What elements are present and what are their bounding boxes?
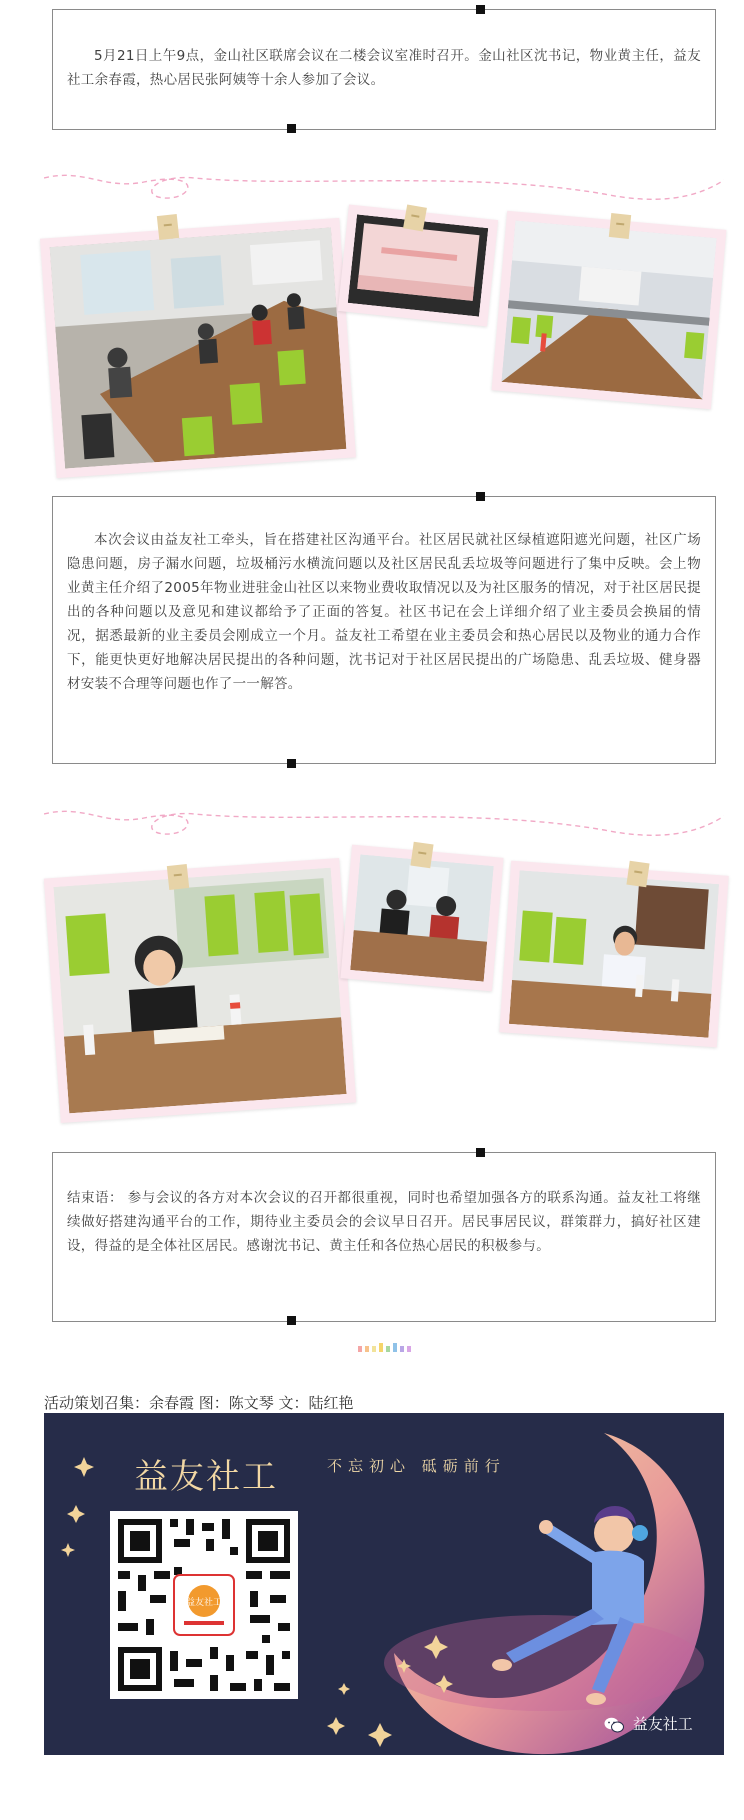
tape-decoration: [167, 864, 189, 890]
text-box-intro: [52, 9, 716, 130]
intro-paragraph: 5月21日上午9点，金山社区联席会议在二楼会议室准时召开。金山社区沈书记，物业黄主任，益友社工余春霞，热心居民张阿姨等十余人参加了会议。: [67, 48, 701, 88]
tape-decoration: [626, 861, 649, 888]
tape-decoration: [157, 214, 179, 240]
brand-banner: [44, 1413, 724, 1755]
resize-handle[interactable]: [287, 124, 296, 133]
brand-title: 益友社工: [134, 1457, 278, 1497]
wechat-account-name: 益友社工: [632, 1715, 693, 1733]
text-box-closing: [52, 1152, 716, 1322]
credits-line: 活动策划召集：余春霞 图：陈文琴 文：陆红艳: [44, 1394, 354, 1412]
resize-handle[interactable]: [476, 492, 485, 501]
meeting-photo-1: [40, 218, 356, 478]
meeting-photo-4: [44, 858, 356, 1123]
conference-table-image: [501, 221, 716, 400]
resize-handle[interactable]: [287, 759, 296, 768]
body-paragraph: 本次会议由益友社工牵头，旨在搭建社区沟通平台。社区居民就社区绿植遮阳遮光问题，社区广场隐患问题，房子漏水问题，垃圾桶污水横流问题以及社区居民乱丢垃圾等问题进行了集中反映。会上物业黄主任介绍了2005年物业进驻金山社区以来物业费收取情况以及为社区服务的情况，对于社区居民提出的各种问题以及意见和建议都给予了正面的答复。社区书记在会上详细介绍了业主委员会换届的情况，据悉最新的业主委员会刚成立一个月。益友社工希望在业主委员会和热心居民以及物业的通力合作下，能更快更好地解决居民提出的各种问题，沈书记对于社区居民提出的广场隐患、乱丢垃圾、健身器材安装不合理等问题也作了一一解答。: [67, 532, 701, 692]
qr-code[interactable]: [110, 1511, 298, 1699]
resize-handle[interactable]: [476, 5, 485, 14]
two-women-image: [350, 854, 494, 981]
rainbow-divider: [356, 1343, 416, 1353]
woman-at-table-image: [53, 868, 346, 1114]
tape-decoration: [609, 213, 631, 239]
resize-handle[interactable]: [287, 1316, 296, 1325]
resize-handle[interactable]: [476, 1148, 485, 1157]
tape-decoration: [403, 204, 427, 231]
meeting-room-image: [50, 227, 347, 468]
qr-code-image: [110, 1511, 298, 1699]
closing-paragraph: 结束语： 参与会议的各方对本次会议的召开都很重视，同时也希望加强各方的联系沟通。益友社工将继续做好搭建沟通平台的工作，期待业主委员会的会议早日召开。居民事居民议，群策群力，搞好社区建设，得益的是全体社区居民。感谢沈书记、黄主任和各位热心居民的积极参与。: [67, 1190, 701, 1254]
meeting-photo-3: [492, 211, 727, 409]
man-at-table-image: [509, 870, 719, 1038]
wechat-account[interactable]: [604, 1713, 693, 1734]
wechat-icon: [604, 1717, 624, 1733]
tape-decoration: [410, 842, 433, 869]
meeting-photo-6: [499, 861, 728, 1048]
text-box-body: [52, 496, 716, 764]
brand-slogan: 不忘初心 砥砺前行: [327, 1457, 506, 1475]
qr-center-label: 益友社工: [185, 1598, 223, 1608]
